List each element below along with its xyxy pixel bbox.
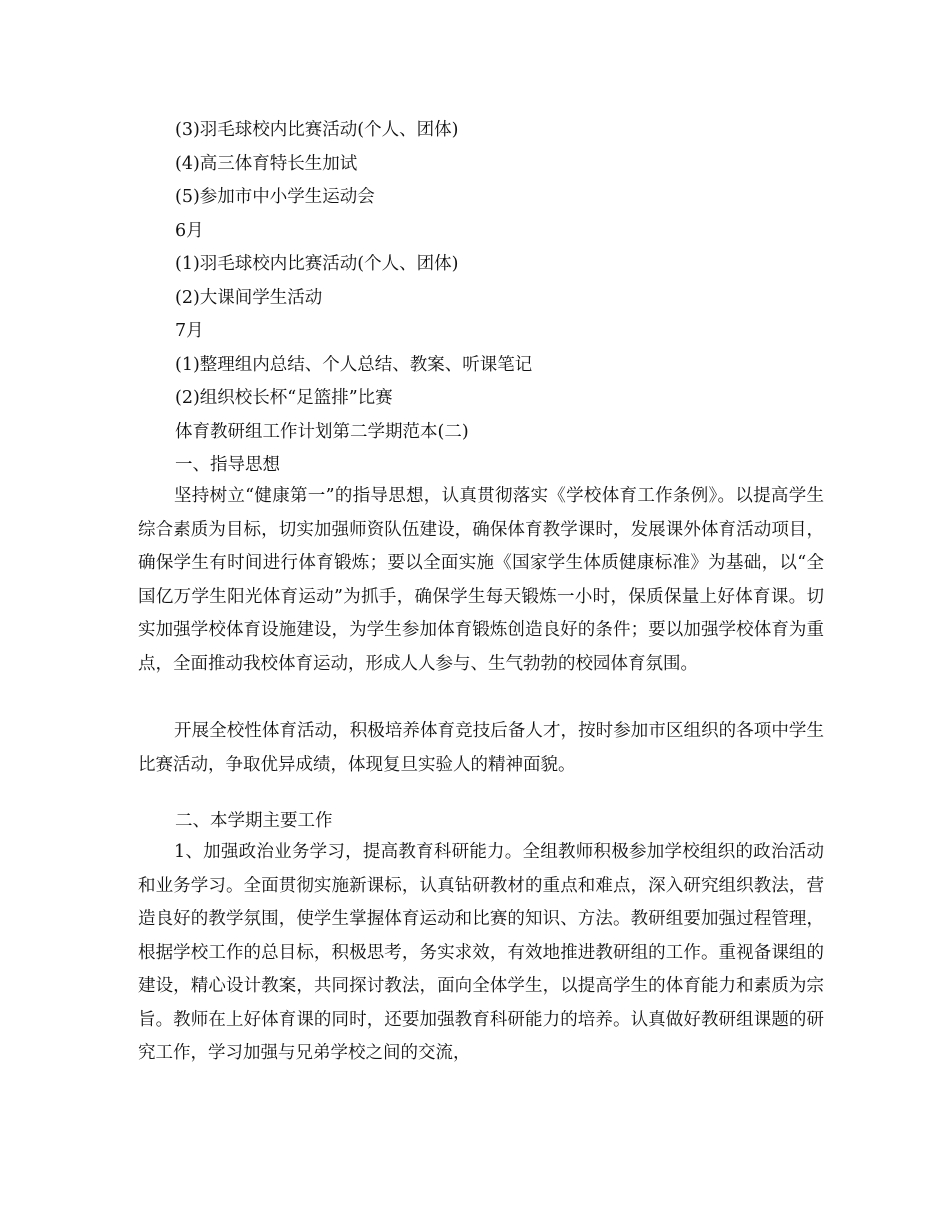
section-heading: 二、本学期主要工作	[175, 811, 333, 831]
list-item: (5)参加市中小学生运动会	[175, 187, 375, 207]
section-heading: 一、指导思想	[175, 455, 280, 475]
list-item: (1)整理组内总结、个人总结、教案、听课笔记	[175, 355, 533, 375]
list-item: (2)大课间学生活动	[175, 288, 323, 308]
list-item: (4)高三体育特长生加试	[175, 154, 358, 174]
body-paragraph: 坚持树立“健康第一”的指导思想，认真贯彻落实《学校体育工作条例》。以提高学生综合素质为目标，切实加强师资队伍建设，确保体育教学课时，发展课外体育活动项目，确保学生有时间进行体育锻炼；要以全面实施《国家学生体质健康标准》为基础，以“全国亿万学生阳光体育运动”为抓手，确保学生每天锻炼一小时，保质保量上好体育课。切实加强学校体育设施建设，为学生参加体育锻炼创造良好的条件；要以加强学校体育为重点，全面推动我校体育运动，形成人人参与、生气勃勃的校园体育氛围。	[138, 486, 824, 674]
body-paragraph: 开展全校性体育活动，积极培养体育竞技后备人才，按时参加市区组织的各项中学生比赛活动，争取优异成绩，体现复旦实验人的精神面貌。	[138, 721, 824, 775]
month-heading: 7月	[175, 321, 204, 341]
list-item: (3)羽毛球校内比赛活动(个人、团体)	[175, 120, 459, 140]
list-item: (1)羽毛球校内比赛活动(个人、团体)	[175, 254, 459, 274]
body-paragraph: 1、加强政治业务学习，提高教育科研能力。全组教师积极参加学校组织的政治活动和业务学习。全面贯彻实施新课标，认真钻研教材的重点和难点，深入研究组织教法，营造良好的教学氛围，使学生掌握体育运动和比赛的知识、方法。教研组要加强过程管理，根据学校工作的总目标，积极思考，务实求效，有效地推进教研组的工作。重视备课组的建设，精心设计教案，共同探讨教法，面向全体学生，以提高学生的体育能力和素质为宗旨。教师在上好体育课的同时，还要加强教育科研能力的培养。认真做好教研组课题的研究工作，学习加强与兄弟学校之间的交流，	[138, 842, 824, 1063]
doc-title: 体育教研组工作计划第二学期范本(二)	[175, 422, 469, 442]
month-heading: 6月	[175, 221, 204, 241]
list-item: (2)组织校长杯“足篮排”比赛	[175, 388, 393, 408]
